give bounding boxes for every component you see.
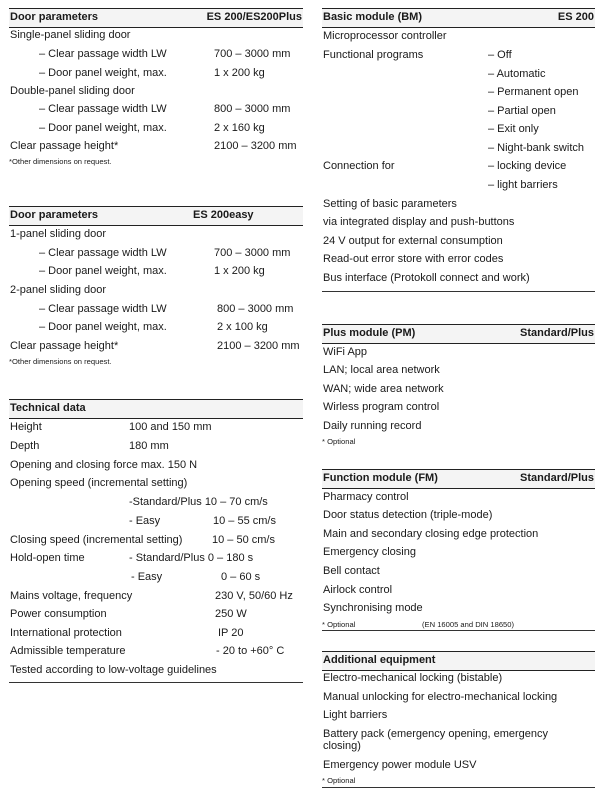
footnote-optional: * Optional [322,620,356,629]
section-model: Standard/Plus [520,472,594,484]
section-model: Standard/Plus [520,327,594,339]
section-header [322,8,595,28]
section-title: Function module (FM) [323,472,438,484]
section-title: Technical data [10,402,86,414]
footnote: *Other dimensions on request. [9,357,112,366]
section-title: Basic module (BM) [323,11,423,23]
section-header [9,206,303,226]
section-header [9,399,303,419]
section-model: ES 200 [557,11,594,23]
section-title: Plus module (PM) [323,327,416,339]
section-header [322,324,595,344]
section-model: ES 200/ES200Plus [206,11,302,23]
footnote: *Other dimensions on request. [9,157,112,166]
section-header [322,651,595,671]
section-title: Door parameters [10,11,99,23]
footnote-standards: (EN 16005 and DIN 18650) [422,620,515,629]
footnote: * Optional [322,776,356,785]
section-title: Additional equipment [323,654,436,666]
section-bottom-rule [322,787,595,788]
section-header [322,469,595,489]
section-bottom-rule [322,630,595,631]
section-bottom-rule [9,682,303,683]
section-title: Door parameters [10,209,99,221]
section-header [9,8,303,28]
section-bottom-rule [322,291,595,292]
section-model: ES 200easy [193,209,254,221]
footnote: * Optional [322,437,356,446]
list-item: Battery pack (emergency opening, emergency closing) [323,728,549,752]
